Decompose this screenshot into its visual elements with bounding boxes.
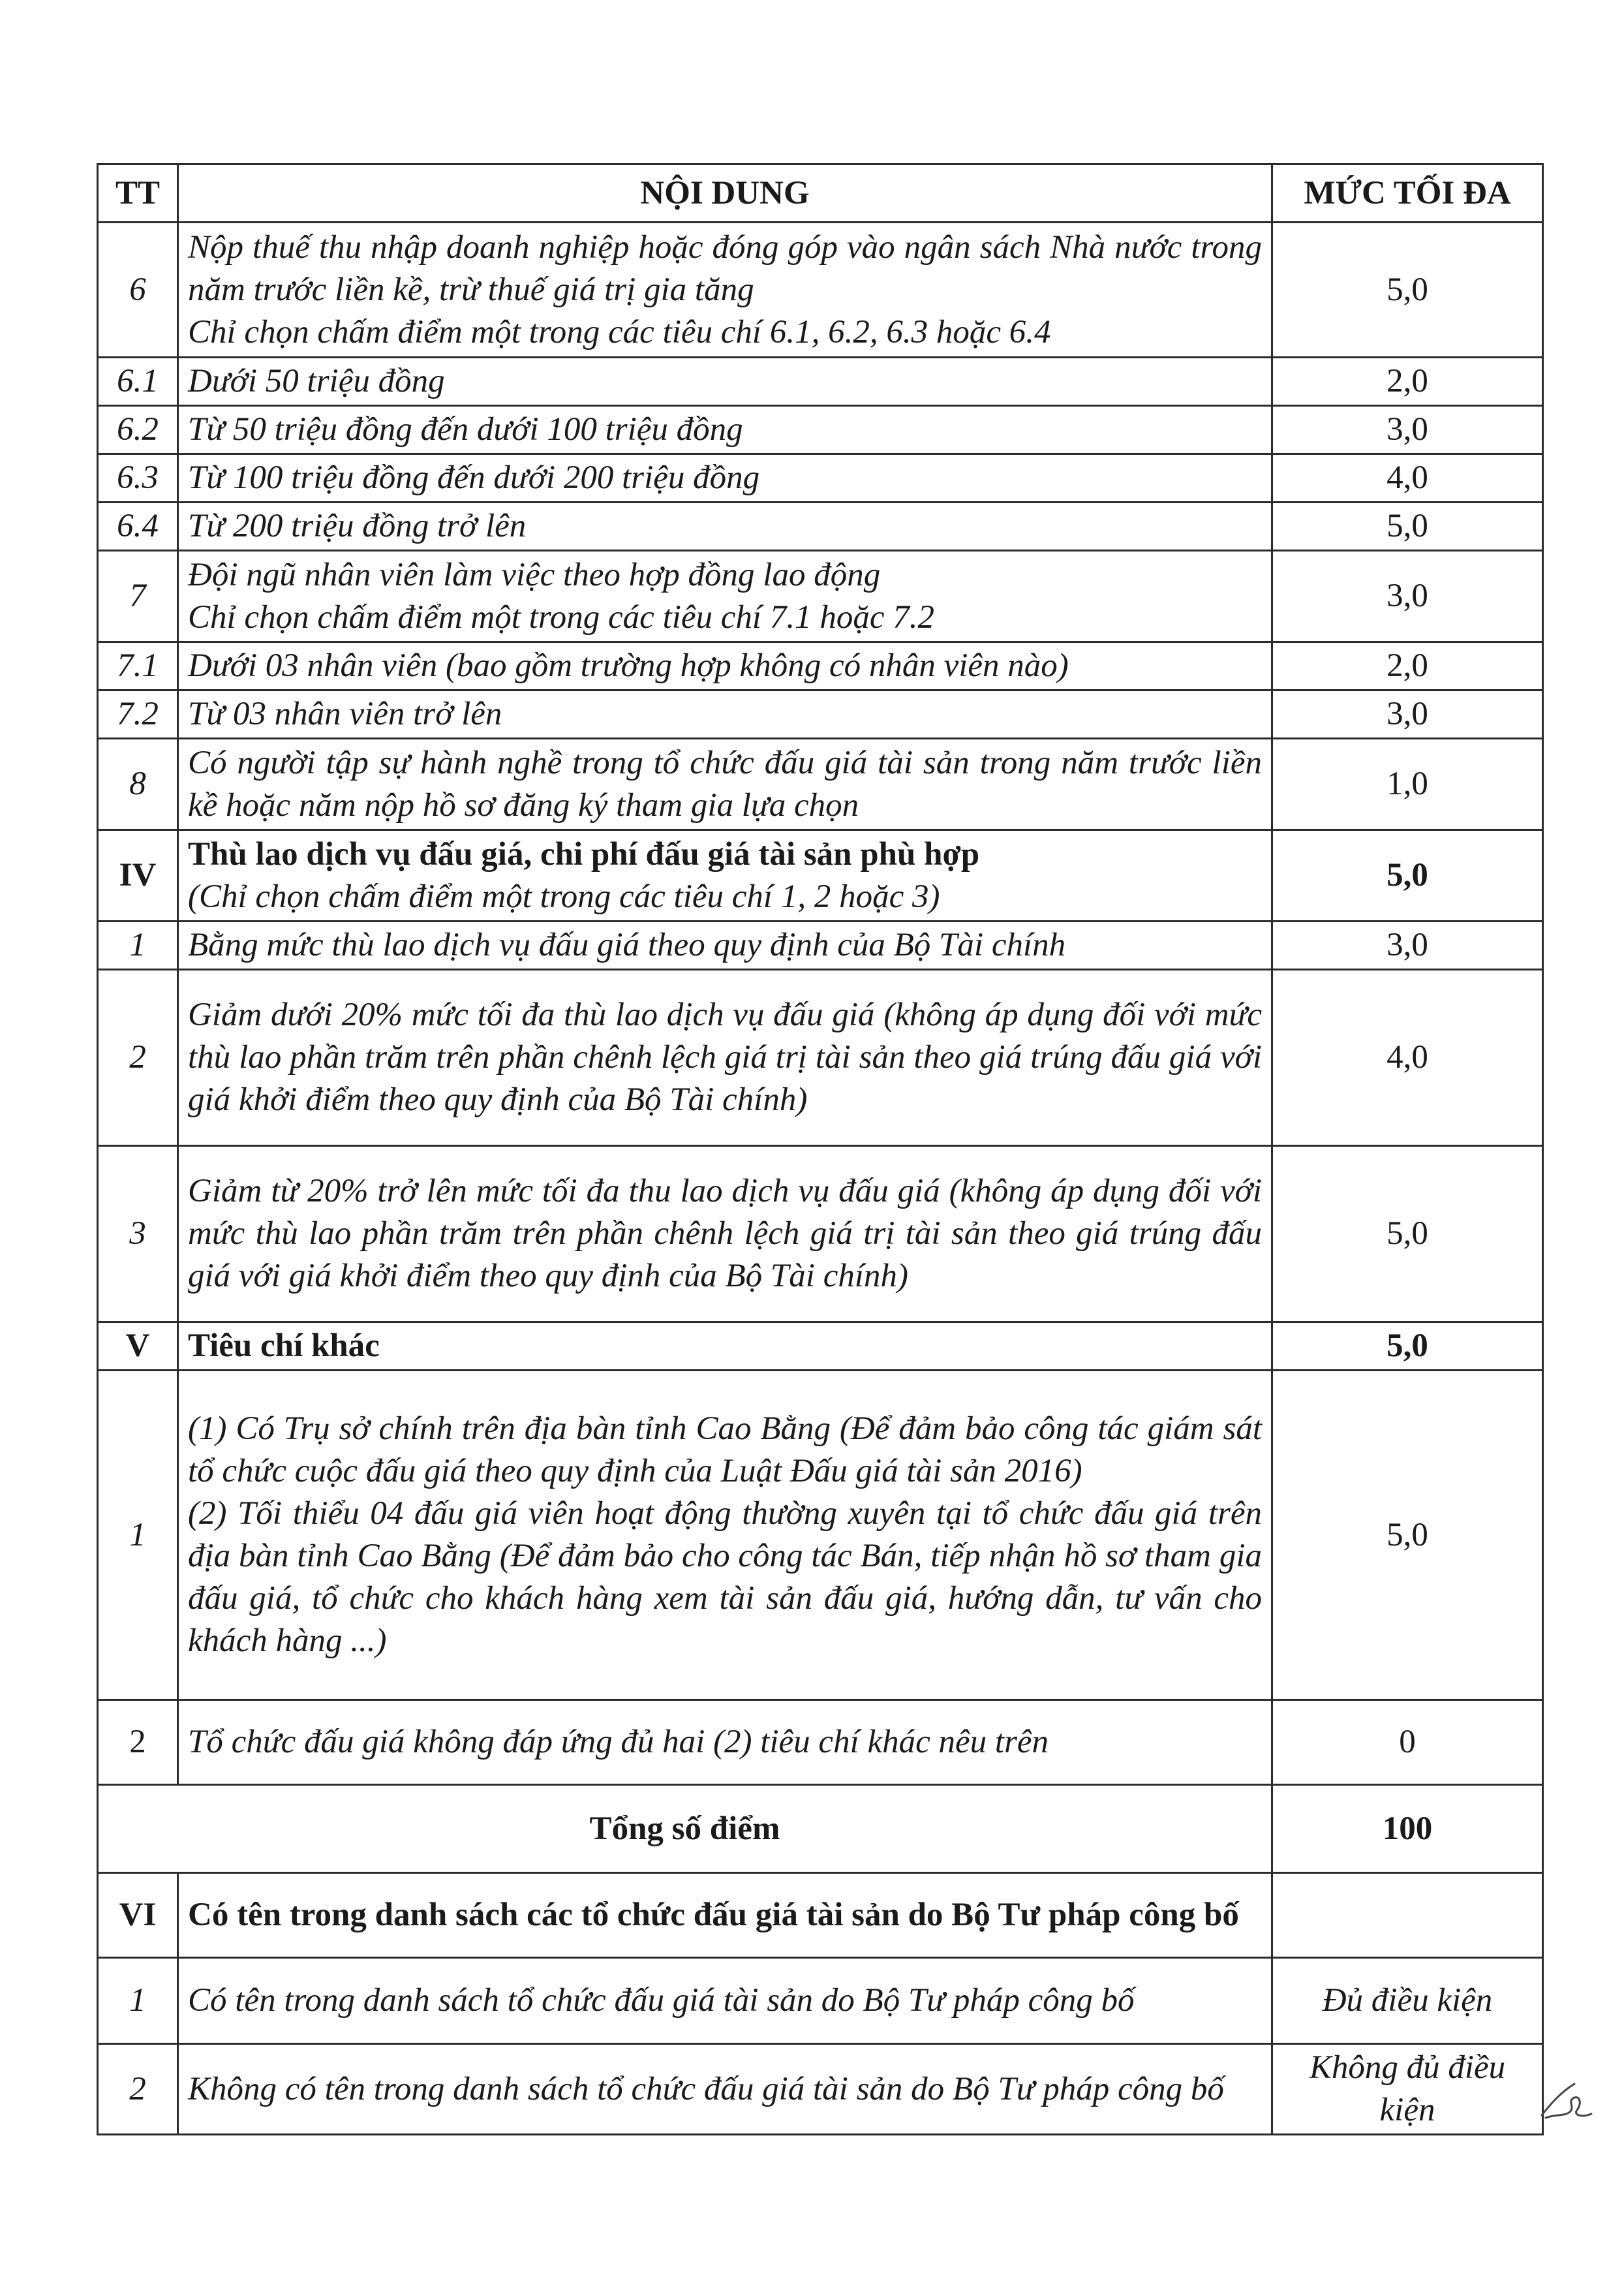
table-row	[98, 970, 1543, 1146]
content-line: Không có tên trong danh sách tổ chức đấu giá tài sản do Bộ Tư pháp công bố	[188, 2070, 1224, 2107]
table-row	[98, 690, 1543, 739]
max-score	[1272, 1873, 1543, 1958]
row-content	[178, 551, 1272, 642]
content-line: Có tên trong danh sách tổ chức đấu giá tài sản do Bộ Tư pháp công bố	[188, 1982, 1135, 2019]
initials-signature-mark	[1537, 2077, 1595, 2123]
row-number: 7.1	[98, 642, 178, 690]
max-score: 2,0	[1272, 358, 1543, 406]
content-line: (1) Có Trụ sở chính trên địa bàn tỉnh Cao Bằng (Để đảm bảo công tác giám sát tổ chức cuộc đấu giá theo quy định của Luật Đấu giá tài sản 2016)	[188, 1410, 1262, 1489]
row-content	[178, 922, 1272, 970]
row-content	[178, 1958, 1272, 2044]
table-row	[98, 454, 1543, 503]
max-score: 0	[1272, 1700, 1543, 1785]
row-content	[178, 739, 1272, 830]
row-content	[178, 1371, 1272, 1700]
table-body	[98, 223, 1543, 2135]
row-content	[178, 830, 1272, 922]
content-line: Đội ngũ nhân viên làm việc theo hợp đồng lao động	[188, 556, 881, 593]
max-score: 5,0	[1272, 1146, 1543, 1322]
row-number: 6.2	[98, 406, 178, 454]
content-line: (2) Tối thiểu 04 đấu giá viên hoạt động thường xuyên tại tổ chức đấu giá trên địa bàn tỉnh Cao Bằng (Để đảm bảo cho công tác Bán, tiếp nhận hồ sơ tham gia đấu giá, tổ chức cho khách hàng xem tài sản đấu giá, hướng dẫn, tư vấn cho khách hàng ...)	[188, 1495, 1262, 1659]
table-row	[98, 1700, 1543, 1785]
table-row	[98, 406, 1543, 454]
content-line: Có người tập sự hành nghề trong tổ chức đấu giá tài sản trong năm trước liền kề hoặc năm nộp hồ sơ đăng ký tham gia lựa chọn	[188, 744, 1262, 824]
row-number: 1	[98, 1371, 178, 1700]
content-line: Thù lao dịch vụ đấu giá, chi phí đấu giá tài sản phù hợp	[188, 835, 980, 873]
table-row	[98, 551, 1543, 642]
content-line: Dưới 03 nhân viên (bao gồm trường hợp không có nhân viên nào)	[188, 647, 1069, 684]
max-score: 3,0	[1272, 690, 1543, 739]
row-number: VI	[98, 1873, 178, 1958]
max-score: 2,0	[1272, 642, 1543, 690]
row-number: 7.2	[98, 690, 178, 739]
content-line: Giảm từ 20% trở lên mức tối đa thu lao dịch vụ đấu giá (không áp dụng đối với mức thù lao phần trăm trên phần chênh lệch giá trị tài sản theo giá trúng đấu giá với giá khởi điểm theo quy định của Bộ Tài chính)	[188, 1173, 1262, 1294]
content-line: Từ 50 triệu đồng đến dưới 100 triệu đồng	[188, 411, 743, 448]
row-number: 3	[98, 1146, 178, 1322]
row-number: 2	[98, 2044, 178, 2135]
table-row	[98, 1958, 1543, 2044]
row-content	[178, 1873, 1272, 1958]
content-line: Giảm dưới 20% mức tối đa thù lao dịch vụ đấu giá (không áp dụng đối với mức thù lao phần trăm trên phần chênh lệch giá trị tài sản theo giá trúng đấu giá với giá khởi điểm theo quy định của Bộ Tài chính)	[188, 997, 1262, 1118]
header-content: NỘI DUNG	[178, 164, 1272, 223]
max-score: 4,0	[1272, 970, 1543, 1146]
content-line: Từ 100 triệu đồng đến dưới 200 triệu đồng	[188, 459, 760, 496]
content-line: Chỉ chọn chấm điểm một trong các tiêu chí 6.1, 6.2, 6.3 hoặc 6.4	[188, 313, 1051, 350]
section-row	[98, 830, 1543, 922]
max-score: Đủ điều kiện	[1272, 1958, 1543, 2044]
row-number: 8	[98, 739, 178, 830]
table-row	[98, 1146, 1543, 1322]
row-content	[178, 223, 1272, 358]
max-score: 3,0	[1272, 551, 1543, 642]
row-number: 7	[98, 551, 178, 642]
content-line: (Chỉ chọn chấm điểm một trong các tiêu chí 1, 2 hoặc 3)	[188, 878, 940, 915]
row-number: 6.1	[98, 358, 178, 406]
row-number: 6.4	[98, 503, 178, 551]
max-score: 3,0	[1272, 922, 1543, 970]
row-number: 2	[98, 1700, 178, 1785]
header-max-score: MỨC TỐI ĐA	[1272, 164, 1543, 223]
row-content	[178, 503, 1272, 551]
table-row	[98, 1371, 1543, 1700]
row-content	[178, 970, 1272, 1146]
row-number: 1	[98, 922, 178, 970]
table-row	[98, 739, 1543, 830]
row-number: 2	[98, 970, 178, 1146]
content-line: Nộp thuế thu nhập doanh nghiệp hoặc đóng góp vào ngân sách Nhà nước trong năm trước liền kề, trừ thuế giá trị gia tăng	[188, 228, 1262, 308]
scoring-criteria-table	[97, 163, 1544, 2135]
row-number: 1	[98, 1958, 178, 2044]
row-content	[178, 1700, 1272, 1785]
max-score: 5,0	[1272, 503, 1543, 551]
max-score: 5,0	[1272, 223, 1543, 358]
max-score: 100	[1272, 1785, 1543, 1873]
row-number: V	[98, 1322, 178, 1371]
row-content	[178, 1146, 1272, 1322]
row-content	[178, 1322, 1272, 1371]
section-row	[98, 1873, 1543, 1958]
row-content	[178, 406, 1272, 454]
max-score: 3,0	[1272, 406, 1543, 454]
table-row	[98, 503, 1543, 551]
max-score: 5,0	[1272, 1371, 1543, 1700]
row-number: 6.3	[98, 454, 178, 503]
row-content	[178, 642, 1272, 690]
content-line: Từ 03 nhân viên trở lên	[188, 696, 502, 732]
section-row	[98, 1322, 1543, 1371]
content-line: Từ 200 triệu đồng trở lên	[188, 508, 527, 544]
row-content	[178, 2044, 1272, 2135]
row-content	[178, 690, 1272, 739]
header-tt: TT	[98, 164, 178, 223]
max-score: Không đủ điều kiện	[1272, 2044, 1543, 2135]
table-row	[98, 2044, 1543, 2135]
row-content	[178, 454, 1272, 503]
content-line: Có tên trong danh sách các tổ chức đấu giá tài sản do Bộ Tư pháp công bố	[188, 1897, 1239, 1933]
row-number: IV	[98, 830, 178, 922]
table-row	[98, 358, 1543, 406]
row-content	[178, 358, 1272, 406]
max-score: 5,0	[1272, 830, 1543, 922]
total-row	[98, 1785, 1543, 1873]
content-line: Tiêu chí khác	[188, 1327, 380, 1364]
max-score: 1,0	[1272, 739, 1543, 830]
content-line: Bằng mức thù lao dịch vụ đấu giá theo quy định của Bộ Tài chính	[188, 927, 1066, 963]
table-row	[98, 642, 1543, 690]
row-number: 6	[98, 223, 178, 358]
max-score: 5,0	[1272, 1322, 1543, 1371]
table-row	[98, 922, 1543, 970]
table-header-row	[98, 164, 1543, 223]
max-score: 4,0	[1272, 454, 1543, 503]
content-line: Dưới 50 triệu đồng	[188, 363, 445, 399]
content-line: Chỉ chọn chấm điểm một trong các tiêu chí 7.1 hoặc 7.2	[188, 598, 934, 636]
content-line: Tổ chức đấu giá không đáp ứng đủ hai (2) tiêu chí khác nêu trên	[188, 1724, 1049, 1760]
total-label: Tổng số điểm	[98, 1785, 1272, 1873]
table-row	[98, 223, 1543, 358]
